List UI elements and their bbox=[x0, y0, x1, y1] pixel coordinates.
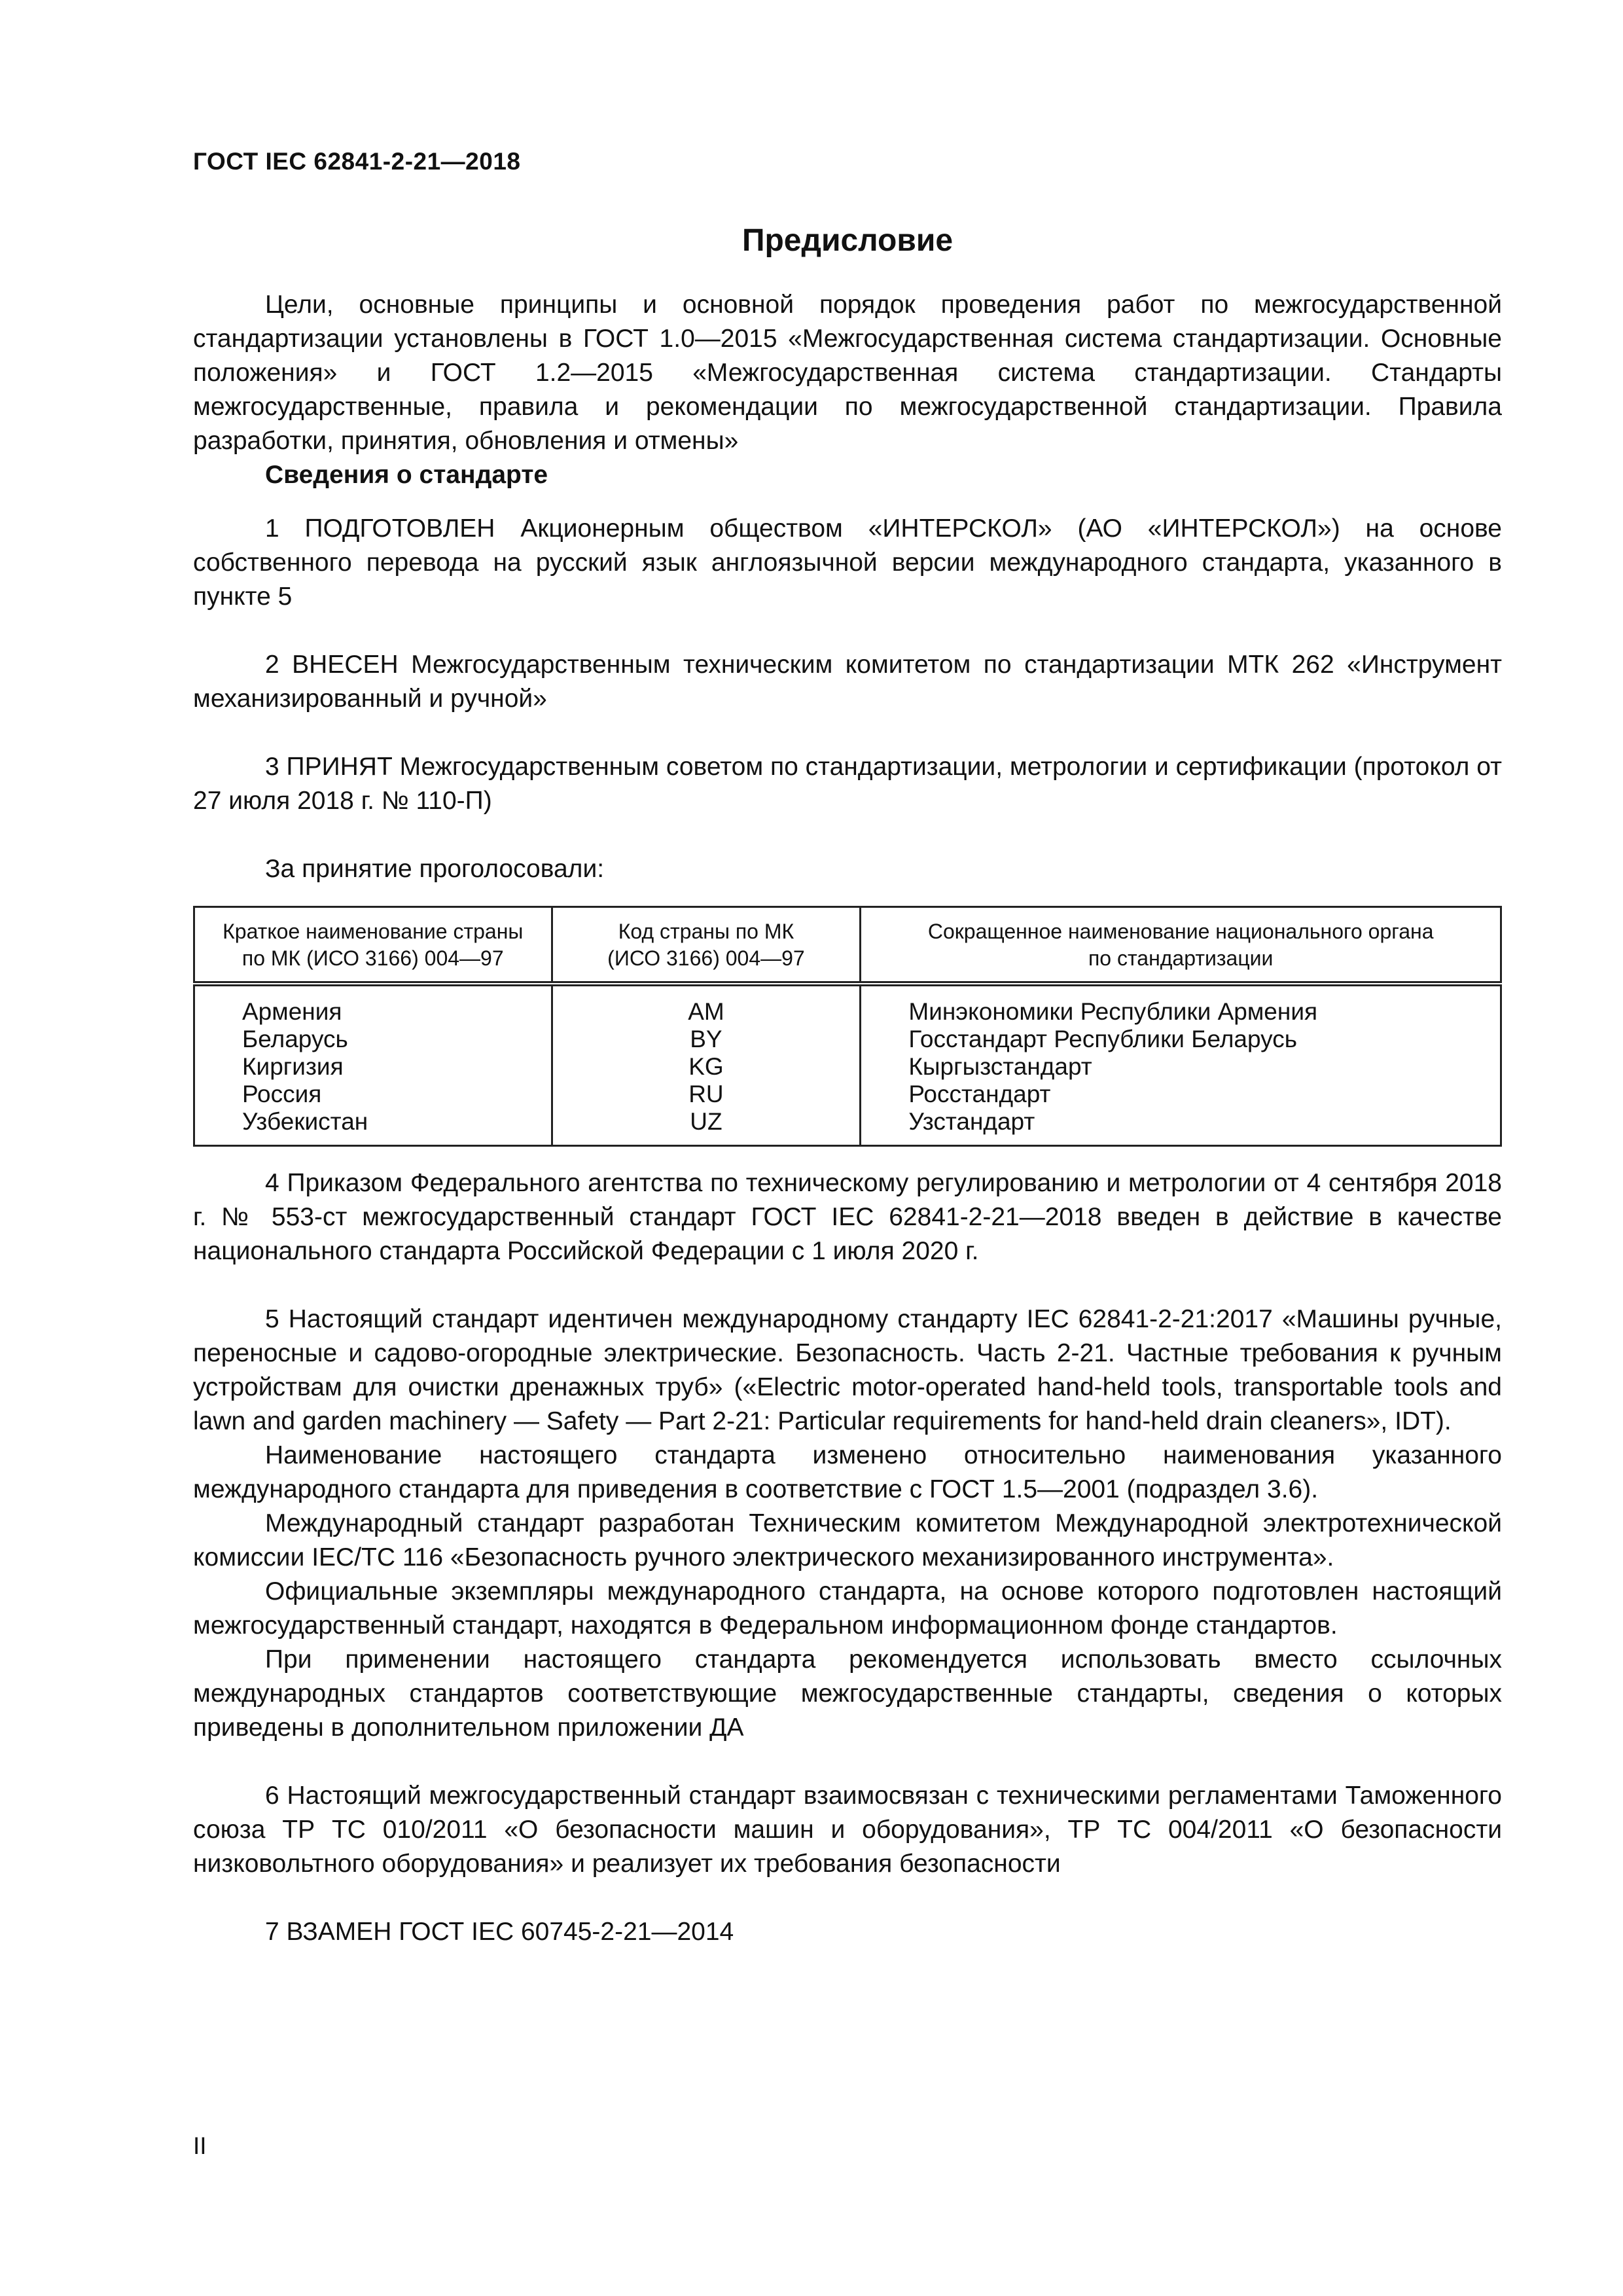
country-name: Узбекистан bbox=[242, 1108, 368, 1135]
country-code: BY bbox=[690, 1026, 722, 1052]
table-header-row bbox=[194, 907, 1501, 984]
country-name: Армения bbox=[242, 998, 342, 1025]
country-codes-cell bbox=[552, 984, 861, 1146]
national-body: Госстандарт Республики Беларусь bbox=[908, 1026, 1298, 1052]
document-body bbox=[193, 288, 1502, 1949]
document-code-header: ГОСТ IEC 62841-2-21—2018 bbox=[193, 148, 521, 175]
country-name: Россия bbox=[242, 1081, 322, 1107]
national-body: Кыргызстандарт bbox=[908, 1053, 1092, 1080]
country-code: AM bbox=[688, 998, 724, 1025]
header-country-code: Код страны по МК (ИСО 3166) 004—97 bbox=[552, 907, 861, 984]
item-4: 4 Приказом Федерального агентства по техническому регулированию и метрологии от 4 сентября 2018 г. № 553-ст межгосударственный стандарт ГОСТ IEC 62841-2-21—2018 введен в действие в качестве национального стандарта Российской Федерации с 1 июля 2020 г. bbox=[193, 1169, 1502, 1265]
item-3: 3 ПРИНЯТ Межгосударственным советом по стандартизации, метрологии и сертификации (протокол от 27 июля 2018 г. № 110-П) bbox=[193, 753, 1502, 815]
national-bodies-cell bbox=[861, 984, 1501, 1146]
info-heading: Сведения о стандарте bbox=[265, 461, 548, 489]
vote-intro: За принятие проголосовали: bbox=[265, 855, 605, 883]
item-5-paragraph-3: Международный стандарт разработан Техническим комитетом Международной электротехнической комиссии IEC/TC 116 «Безопасность ручного электрического механизированного инструмента». bbox=[193, 1509, 1502, 1571]
document-page bbox=[193, 0, 1502, 2296]
country-code: RU bbox=[688, 1081, 724, 1107]
country-code: KG bbox=[688, 1053, 724, 1080]
voting-table bbox=[193, 906, 1502, 1147]
national-body: Узстандарт bbox=[908, 1108, 1035, 1135]
item-5: 5 Настоящий стандарт идентичен международному стандарту IEC 62841-2-21:2017 «Машины ручные, переносные и садово-огородные электрические. Безопасность. Часть 2-21. Частные требования к ручным устройствам для очистки дренажных труб» («Electric motor-operated hand-held tools, transportable tools and lawn and garden machinery — Safety — Part 2-21: Particular requirements for hand-held drain cleaners», IDT). bbox=[193, 1305, 1502, 1435]
item-1: 1 ПОДГОТОВЛЕН Акционерным обществом «ИНТЕРСКОЛ» (АО «ИНТЕРСКОЛ») на основе собственного перевода на русский язык англоязычной версии международного стандарта, указанного в пункте 5 bbox=[193, 514, 1502, 611]
item-2: 2 ВНЕСЕН Межгосударственным техническим комитетом по стандартизации МТК 262 «Инструмент механизированный и ручной» bbox=[193, 651, 1502, 713]
item-5-paragraph-2: Наименование настоящего стандарта изменено относительно наименования указанного международного стандарта для приведения в соответствие с ГОСТ 1.5—2001 (подраздел 3.6). bbox=[193, 1441, 1502, 1503]
table-row bbox=[194, 984, 1501, 1146]
header-national-body: Сокращенное наименование национального органа по стандартизации bbox=[861, 907, 1501, 984]
country-names-cell bbox=[194, 984, 552, 1146]
item-7: 7 ВЗАМЕН ГОСТ IEC 60745-2-21—2014 bbox=[265, 1918, 734, 1946]
country-code: UZ bbox=[690, 1108, 722, 1135]
country-name: Киргизия bbox=[242, 1053, 344, 1080]
page-title: Предисловие bbox=[741, 223, 954, 258]
intro-paragraph: Цели, основные принципы и основной порядок проведения работ по межгосударственной стандартизации установлены в ГОСТ 1.0—2015 «Межгосударственная система стандартизации. Основные положения» и ГОСТ 1.2—2015 «Межгосударственная система стандартизации. Стандарты межгосударственные, правила и рекомендации по межгосударственной стандартизации. Правила разработки, принятия, обновления и отмены» bbox=[193, 291, 1502, 455]
header-country-name: Краткое наименование страны по МК (ИСО 3166) 004—97 bbox=[194, 907, 552, 984]
national-body: Минэкономики Республики Армения bbox=[908, 998, 1318, 1025]
item-5-paragraph-4: Официальные экземпляры международного стандарта, на основе которого подготовлен настоящий межгосударственный стандарт, находятся в Федеральном информационном фонде стандартов. bbox=[193, 1577, 1502, 1640]
item-6: 6 Настоящий межгосударственный стандарт взаимосвязан с техническими регламентами Таможенного союза ТР ТС 010/2011 «О безопасности машин и оборудования», ТР ТС 004/2011 «О безопасности низковольтного оборудования» и реализует их требования безопасности bbox=[193, 1782, 1502, 1878]
page-number: II bbox=[193, 2132, 207, 2159]
item-5-paragraph-5: При применении настоящего стандарта рекомендуется использовать вместо ссылочных международных стандартов соответствующие межгосударственные стандарты, сведения о которых приведены в дополнительном приложении ДА bbox=[193, 1645, 1502, 1742]
country-name: Беларусь bbox=[242, 1026, 348, 1052]
national-body: Росстандарт bbox=[908, 1081, 1051, 1107]
